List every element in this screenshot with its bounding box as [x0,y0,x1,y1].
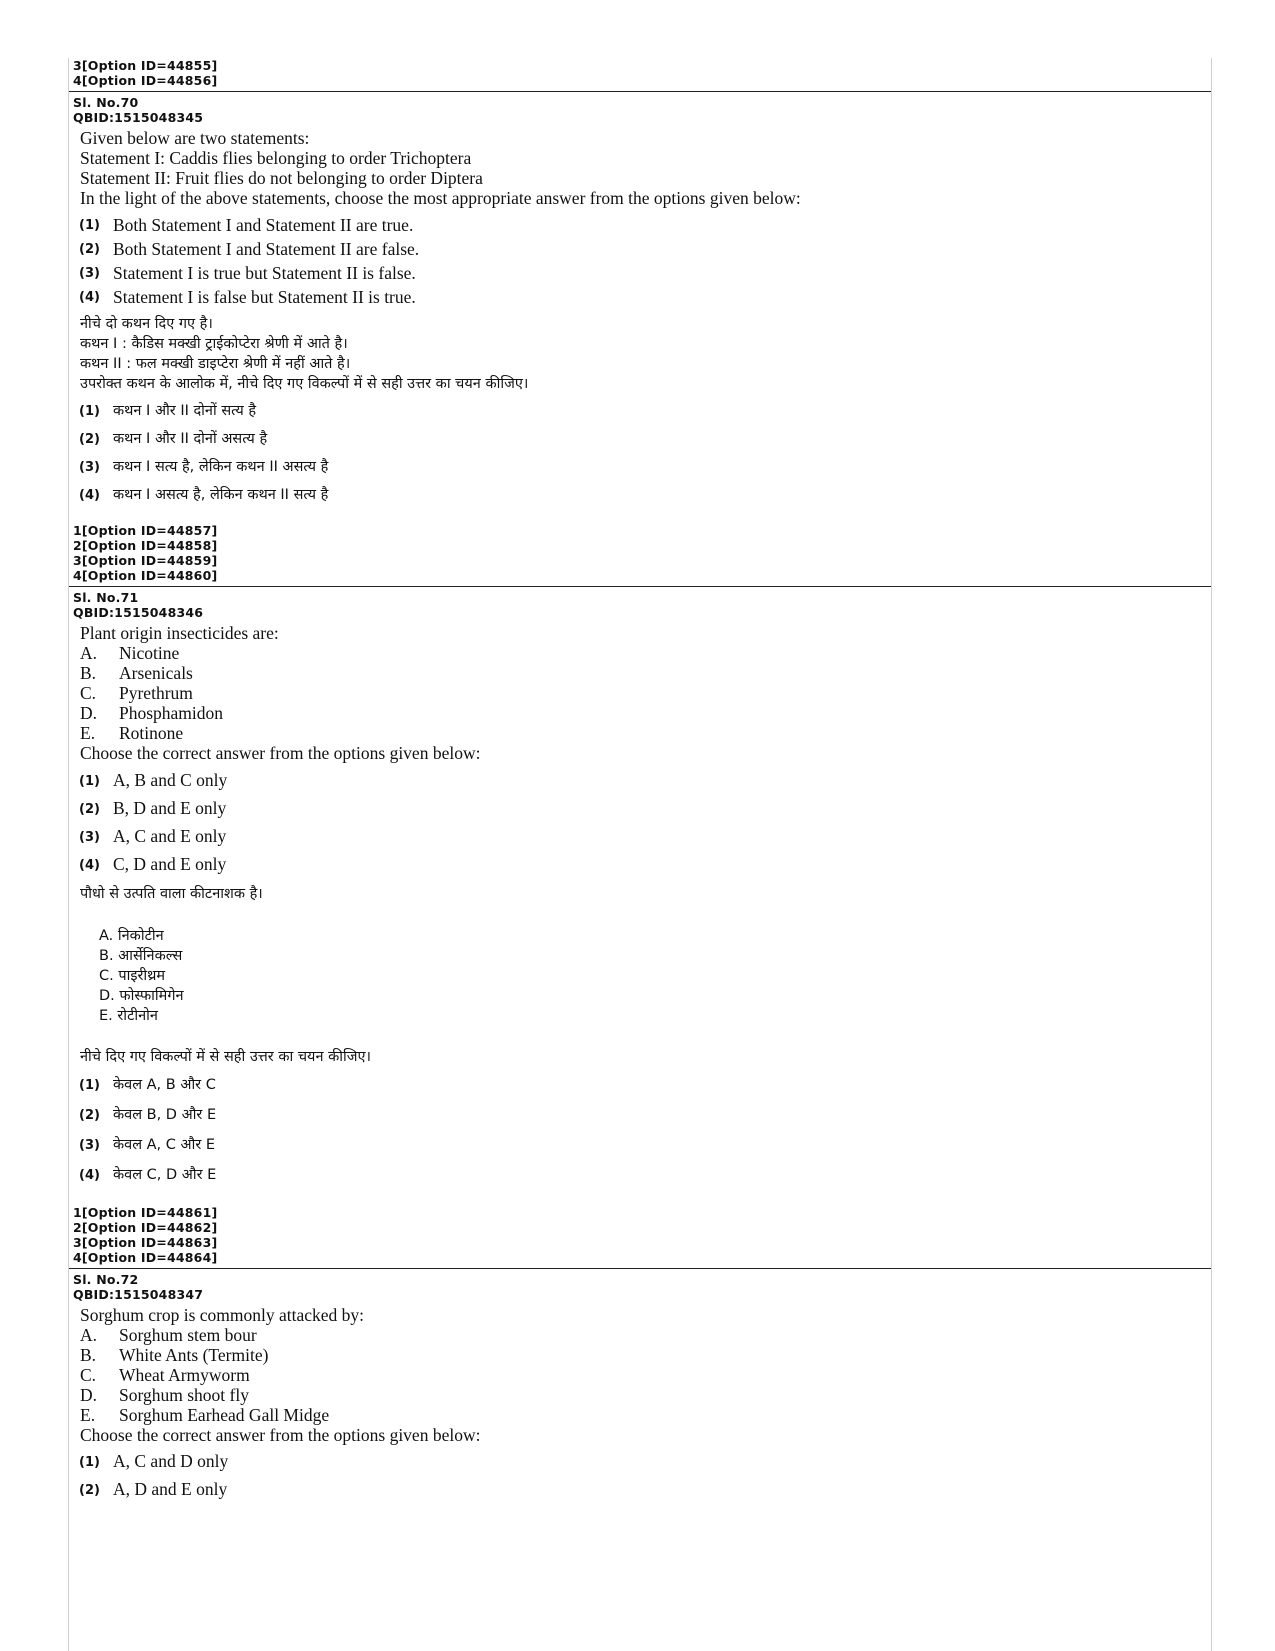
list-item-hindi: C. पाइरीथ्रम [99,968,166,984]
serial-number: Sl. No.72 [73,1272,139,1287]
option-number: (4) [79,290,100,305]
option-text: B, D and E only [113,798,227,818]
serial-number: Sl. No.70 [73,95,139,110]
question-text: Plant origin insecticides are: [80,623,279,643]
option-text-hindi: कथन I और II दोनों असत्य है [113,431,268,447]
option-number: (3) [79,830,100,845]
list-item: Pyrethrum [119,683,193,703]
list-item-hindi: D. फोस्फामिगेन [99,988,184,1004]
question-paper-page [68,58,1212,1651]
option-id: 2[Option ID=44862] [73,1220,218,1235]
option-number: (4) [79,488,100,503]
list-item-hindi: A. निकोटीन [99,928,164,944]
option-id: 1[Option ID=44857] [73,523,218,538]
question-text: In the light of the above statements, choose the most appropriate answer from the options given below: [80,188,801,208]
option-text: Statement I is true but Statement II is false. [113,263,416,283]
list-label: B. [80,663,97,683]
list-item: Phosphamidon [119,703,224,723]
option-id: 2[Option ID=44858] [73,538,218,553]
option-text-hindi: केवल A, C और E [113,1137,216,1153]
option-number: (2) [79,432,100,447]
question-text: Statement II: Fruit flies do not belonging to order Diptera [80,168,483,188]
option-id: 3[Option ID=44859] [73,553,218,568]
option-number: (1) [79,404,100,419]
option-text: Both Statement I and Statement II are true. [113,215,414,235]
list-label: C. [80,683,97,703]
question-text-hindi: कथन I : कैडिस मक्खी ट्राईकोप्टेरा श्रेणी में आते है। [80,336,348,352]
list-label: A. [80,1325,98,1345]
option-number: (3) [79,1138,100,1153]
option-number: (1) [79,774,100,789]
serial-number: Sl. No.71 [73,590,139,605]
option-number: (4) [79,858,100,873]
list-label: E. [80,1405,96,1425]
question-text: Statement I: Caddis flies belonging to order Trichoptera [80,148,472,168]
option-text-hindi: केवल B, D और E [113,1107,217,1123]
list-item: Nicotine [119,643,180,663]
option-number: (2) [79,802,100,817]
list-item: Sorghum stem bour [119,1325,257,1345]
option-text: A, B and C only [113,770,228,790]
question-text-hindi: कथन II : फल मक्खी डाइप्टेरा श्रेणी में नहीं आते है। [80,356,351,372]
list-label: C. [80,1365,97,1385]
question-text: Sorghum crop is commonly attacked by: [80,1305,365,1325]
option-number: (1) [79,218,100,233]
option-number: (2) [79,1108,100,1123]
option-text: A, C and E only [113,826,227,846]
list-label: B. [80,1345,97,1365]
option-number: (2) [79,242,100,257]
list-label: E. [80,723,96,743]
question-divider [69,91,1211,92]
list-item: Sorghum shoot fly [119,1385,249,1405]
question-text-hindi: उपरोक्त कथन के आलोक में, नीचे दिए गए विकल्पों में से सही उत्तर का चयन कीजिए। [80,376,529,392]
option-text: A, C and D only [113,1451,229,1471]
option-number: (3) [79,266,100,281]
list-item: Arsenicals [119,663,193,683]
list-item: Sorghum Earhead Gall Midge [119,1405,330,1425]
list-item: Wheat Armyworm [119,1365,250,1385]
option-id: 4[Option ID=44864] [73,1250,218,1265]
question-text: Choose the correct answer from the options given below: [80,1425,481,1445]
option-text-hindi: केवल C, D और E [113,1167,217,1183]
question-divider [69,1268,1211,1269]
option-id: 3[Option ID=44855] [73,58,218,73]
option-text-hindi: केवल A, B और C [113,1077,216,1093]
question-text-hindi: पौधो से उत्पति वाला कीटनाशक है। [80,886,263,902]
list-label: D. [80,703,98,723]
question-text-hindi: नीचे दिए गए विकल्पों में से सही उत्तर का चयन कीजिए। [80,1049,372,1065]
option-text: Statement I is false but Statement II is true. [113,287,416,307]
option-id: 3[Option ID=44863] [73,1235,218,1250]
option-number: (1) [79,1455,100,1470]
option-text: A, D and E only [113,1479,228,1499]
option-number: (3) [79,460,100,475]
question-divider [69,586,1211,587]
list-item: Rotinone [119,723,184,743]
option-text-hindi: कथन I और II दोनों सत्य है [113,403,257,419]
question-text: Given below are two statements: [80,128,310,148]
question-text: Choose the correct answer from the options given below: [80,743,481,763]
question-text-hindi: नीचे दो कथन दिए गए है। [80,316,213,332]
question-bank-id: QBID:1515048347 [73,1287,204,1302]
option-number: (4) [79,1168,100,1183]
option-id: 1[Option ID=44861] [73,1205,218,1220]
list-item-hindi: E. रोटीनोन [99,1008,158,1024]
option-text: C, D and E only [113,854,227,874]
list-label: D. [80,1385,98,1405]
option-id: 4[Option ID=44856] [73,73,218,88]
option-number: (1) [79,1078,100,1093]
list-label: A. [80,643,98,663]
option-number: (2) [79,1483,100,1498]
question-bank-id: QBID:1515048345 [73,110,204,125]
option-text: Both Statement I and Statement II are false. [113,239,420,259]
list-item-hindi: B. आर्सेनिकल्स [99,948,183,964]
option-id: 4[Option ID=44860] [73,568,218,583]
question-bank-id: QBID:1515048346 [73,605,204,620]
list-item: White Ants (Termite) [119,1345,269,1365]
option-text-hindi: कथन I सत्य है, लेकिन कथन II असत्य है [113,459,329,475]
option-text-hindi: कथन I असत्य है, लेकिन कथन II सत्य है [113,487,329,503]
